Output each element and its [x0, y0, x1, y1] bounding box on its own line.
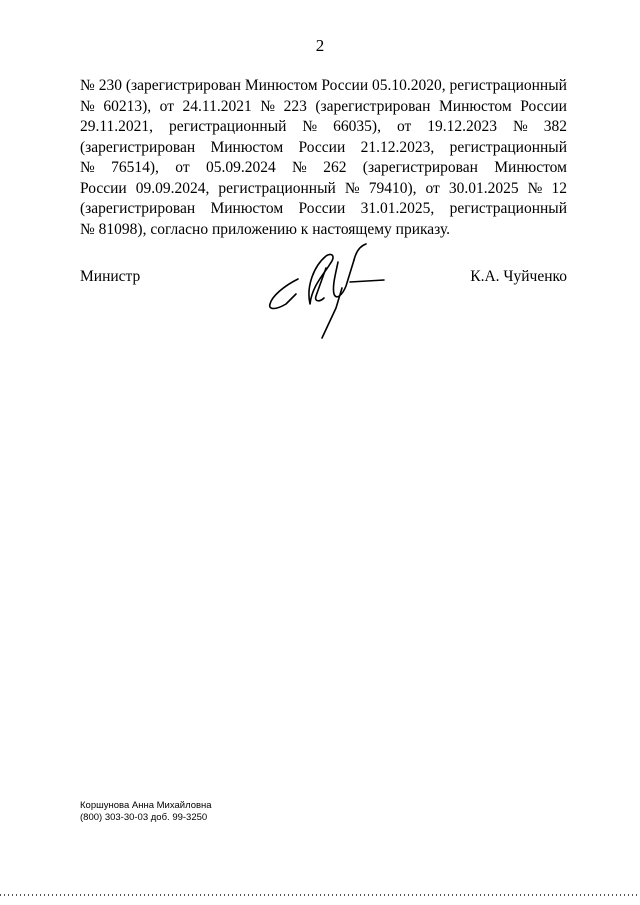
body-text-line — [80, 138, 567, 159]
body-word: Минюстом — [439, 97, 512, 115]
body-word: (зарегистрирован — [362, 159, 478, 176]
body-word: 262 — [323, 159, 347, 176]
body-word: (зарегистрирован — [125, 77, 241, 94]
body-word: России — [298, 138, 346, 156]
body-text-line — [80, 97, 567, 118]
body-word: 223 — [283, 97, 307, 115]
body-word: России — [520, 97, 567, 115]
bottom-border-dashes — [0, 894, 640, 896]
signer-position: Министр — [80, 268, 141, 285]
body-word: регистрационный — [449, 77, 567, 94]
body-word: регистрационный — [218, 179, 336, 197]
body-word: Минюстом — [244, 77, 318, 94]
body-word: № — [512, 118, 528, 135]
body-word: 230 — [98, 77, 122, 94]
body-word: 60213), — [103, 97, 152, 115]
body-word: 31.01.2025, — [360, 200, 435, 217]
body-word: № — [302, 118, 318, 135]
body-word: № — [80, 159, 95, 176]
body-word: 09.09.2024, — [135, 179, 210, 197]
body-word: 29.11.2021, — [80, 118, 154, 135]
body-word: от — [396, 118, 412, 135]
body-word: 12 — [551, 179, 567, 197]
page-number: 2 — [315, 36, 325, 55]
body-word: 24.11.2021 — [182, 97, 252, 115]
body-word: 05.09.2024 — [205, 159, 276, 176]
body-word: № — [260, 97, 276, 115]
body-word: регистрационный — [169, 118, 287, 135]
body-word: 76514), — [111, 159, 159, 176]
body-word: 382 — [543, 118, 567, 135]
executor-name: Коршунова Анна Михайловна — [80, 800, 212, 811]
body-word: (зарегистрирован — [80, 138, 196, 156]
body-word: 21.12.2023, — [360, 138, 435, 156]
body-word: от — [159, 97, 174, 115]
body-word: Минюстом — [494, 159, 567, 176]
executor-info — [80, 800, 212, 824]
body-word: 05.10.2020, — [372, 77, 446, 94]
signer-name: К.А. Чуйченко — [470, 268, 567, 285]
body-text-line — [80, 76, 567, 97]
body-word: 30.01.2025 — [448, 179, 519, 197]
body-text-line — [80, 199, 567, 220]
body-word: от — [175, 159, 190, 176]
body-word: Минюстом — [210, 200, 284, 217]
executor-phone: (800) 303-30-03 доб. 99-3250 — [80, 812, 208, 823]
handwritten-signature — [266, 238, 388, 342]
body-text — [80, 76, 567, 240]
body-word: Минюстом — [210, 138, 284, 156]
body-word: № — [527, 179, 543, 197]
body-text-last-line: № 81098), согласно приложению к настоящему приказу. — [80, 220, 451, 238]
body-word: России — [321, 77, 369, 94]
body-word: от — [425, 179, 440, 197]
body-word: № — [344, 179, 360, 197]
body-word: (зарегистрирован — [80, 200, 196, 217]
body-text-line — [80, 117, 567, 138]
body-word: 79410), — [368, 179, 417, 197]
body-word: регистрационный — [449, 138, 567, 156]
body-text-line — [80, 158, 567, 179]
body-word: 66035), — [333, 118, 381, 135]
body-word: № — [292, 159, 307, 176]
body-text-line — [80, 179, 567, 200]
body-word: России — [298, 200, 346, 217]
body-word: № — [80, 77, 95, 94]
body-word: (зарегистрирован — [315, 97, 431, 115]
body-word: 19.12.2023 — [427, 118, 497, 135]
body-word: регистрационный — [449, 200, 567, 217]
body-word: № — [80, 97, 95, 115]
body-word: России — [80, 179, 127, 197]
